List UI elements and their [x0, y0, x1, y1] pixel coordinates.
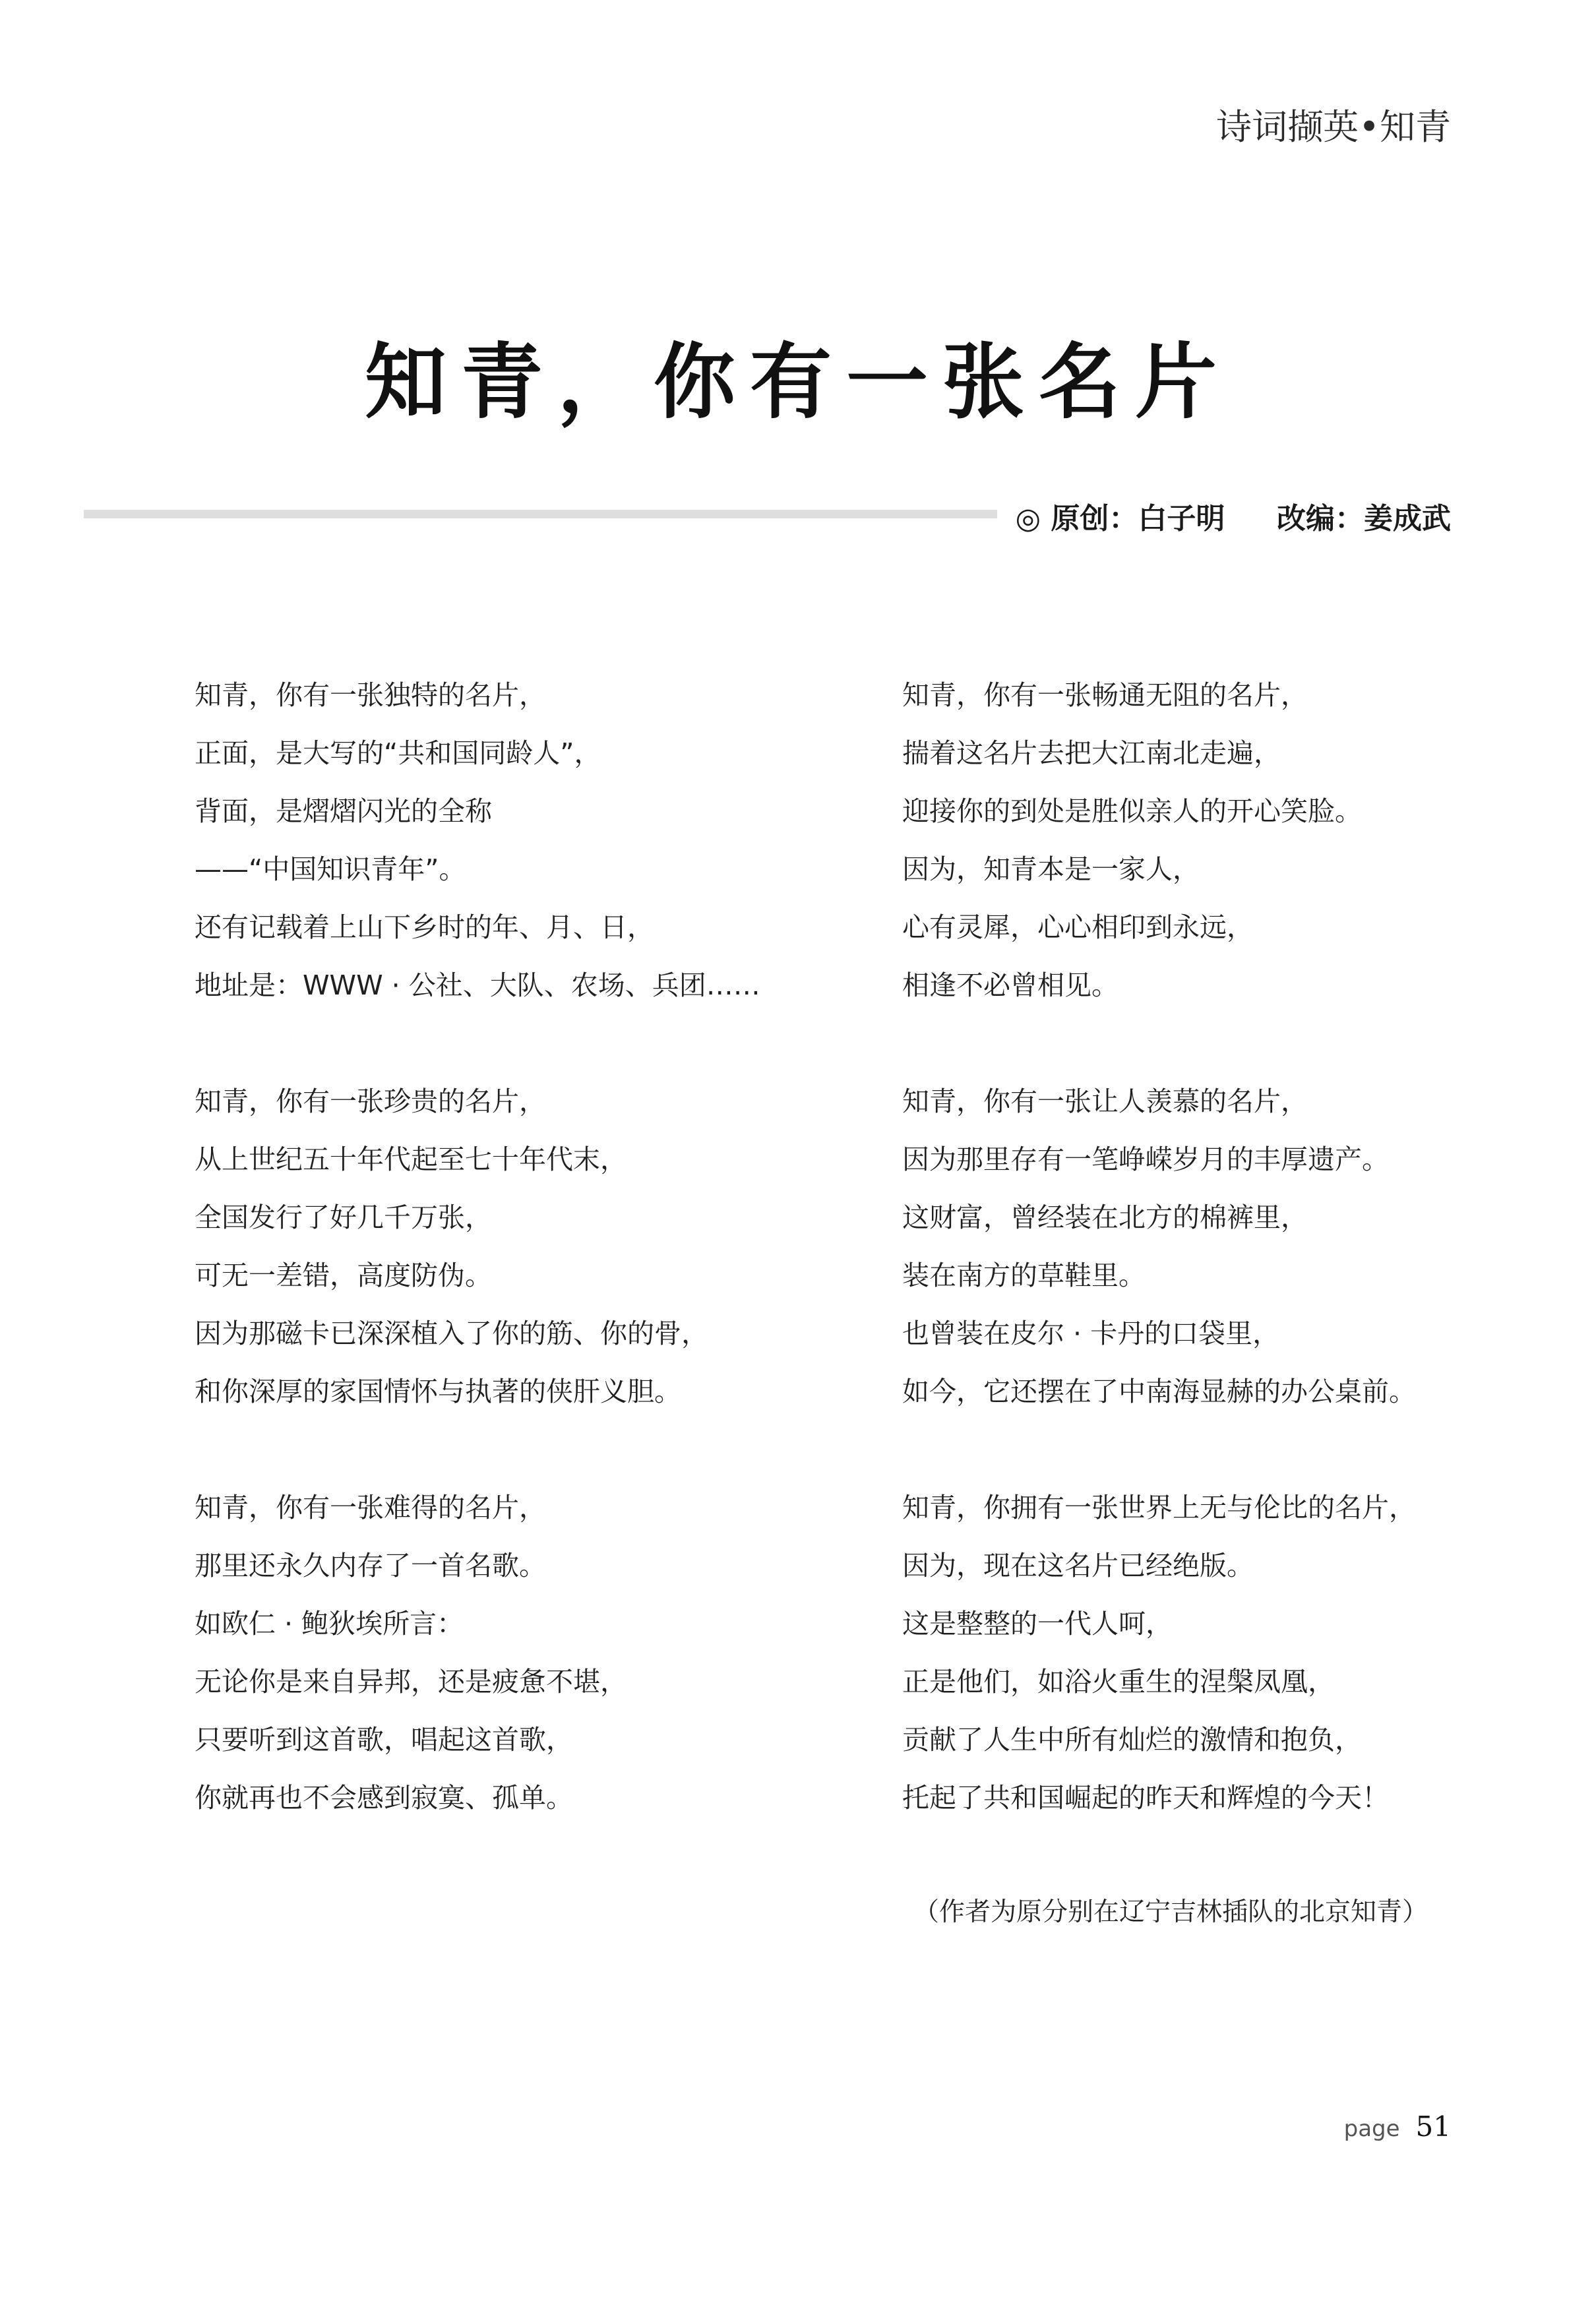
poem-line: 相逢不必曾相见。 — [902, 969, 1119, 1001]
poem-right-column — [902, 666, 1562, 1885]
poem-line: 托起了共和国崛起的昨天和辉煌的今天！ — [902, 1782, 1389, 1814]
stanza — [195, 1479, 854, 1827]
poem-line: 心有灵犀，心心相印到永远， — [902, 911, 1254, 943]
poem-line: 正是他们，如浴火重生的涅槃凤凰， — [902, 1666, 1335, 1698]
poem-line: 全国发行了好几千万张， — [195, 1202, 492, 1233]
poem-line: 无论你是来自异邦，还是疲惫不堪， — [195, 1666, 627, 1698]
poem-left-column — [195, 666, 854, 1885]
poem-line: 迎接你的到处是胜似亲人的开心笑脸。 — [902, 795, 1362, 827]
poem-line: 因为，现在这名片已经绝版。 — [902, 1550, 1254, 1581]
poem-line: 如欧仁 · 鲍狄埃所言： — [195, 1608, 464, 1639]
poem-line: 只要听到这首歌，唱起这首歌， — [195, 1724, 573, 1756]
poem-line: 背面，是熠熠闪光的全称 — [195, 795, 492, 827]
poem-line: 那里还永久内存了一首名歌。 — [195, 1550, 546, 1581]
poem-line: 也曾装在皮尔 · 卡丹的口袋里， — [902, 1318, 1280, 1349]
poem-line: 因为，知青本是一家人， — [902, 853, 1200, 885]
poem-line: 知青，你有一张让人羡慕的名片， — [902, 1086, 1308, 1117]
poem-line: 因为那磁卡已深深植入了你的筋、你的骨， — [195, 1318, 708, 1349]
page-footer — [1344, 2110, 1451, 2143]
page-number: 51 — [1415, 2110, 1451, 2143]
stanza — [902, 666, 1562, 1014]
poem-line: 因为那里存有一笔峥嵘岁月的丰厚遗产。 — [902, 1144, 1389, 1175]
poem-line: 你就再也不会感到寂寞、孤单。 — [195, 1782, 573, 1814]
section-label: 诗词撷英•知青 — [1216, 106, 1451, 148]
adapter-label: 改编： — [1277, 502, 1364, 536]
author-name: 白子明 — [1138, 502, 1225, 536]
poem-line: 如今，它还摆在了中南海显赫的办公桌前。 — [902, 1376, 1416, 1407]
poem-line: 知青，你有一张难得的名片， — [195, 1492, 546, 1523]
poem-line: 贡献了人生中所有灿烂的激情和抱负， — [902, 1724, 1362, 1756]
poem-line: 可无一差错，高度防伪。 — [195, 1260, 492, 1291]
byline-mark: ◎ — [1015, 502, 1041, 536]
page-title: 知青，你有一张名片 — [364, 335, 1231, 430]
title-divider — [84, 510, 997, 518]
stanza — [902, 1479, 1562, 1827]
stanza — [195, 666, 854, 1014]
poem-line: 地址是：WWW · 公社、大队、农场、兵团…… — [195, 969, 760, 1001]
poem-line: 知青，你有一张独特的名片， — [195, 679, 546, 711]
poem-line: 知青，你有一张畅通无阻的名片， — [902, 679, 1308, 711]
author-label: 原创： — [1051, 502, 1138, 536]
byline — [1016, 495, 1451, 537]
poem-line: 知青，你拥有一张世界上无与伦比的名片， — [902, 1492, 1416, 1523]
stanza — [902, 1072, 1562, 1421]
poem-line: 还有记载着上山下乡时的年、月、日， — [195, 911, 654, 943]
poem-line: 和你深厚的家国情怀与执著的侠肝义胆。 — [195, 1376, 681, 1407]
poem-line: 这财富，曾经装在北方的棉裤里， — [902, 1202, 1308, 1233]
poem-line: 装在南方的草鞋里。 — [902, 1260, 1146, 1291]
author-note: （作者为原分别在辽宁吉林插队的北京知青） — [913, 1897, 1428, 1927]
adapter-name: 姜成武 — [1364, 502, 1451, 536]
poem-line: 这是整整的一代人呵， — [902, 1608, 1173, 1639]
poem-line: 从上世纪五十年代起至七十年代末， — [195, 1144, 627, 1175]
page-word: page — [1343, 2116, 1400, 2142]
stanza — [195, 1072, 854, 1421]
poem-line: 正面，是大写的“共和国同龄人”， — [195, 737, 601, 769]
poem-line: ——“中国知识青年”。 — [195, 853, 466, 885]
poem-line: 知青，你有一张珍贵的名片， — [195, 1086, 546, 1117]
poem-line: 揣着这名片去把大江南北走遍， — [902, 737, 1281, 769]
